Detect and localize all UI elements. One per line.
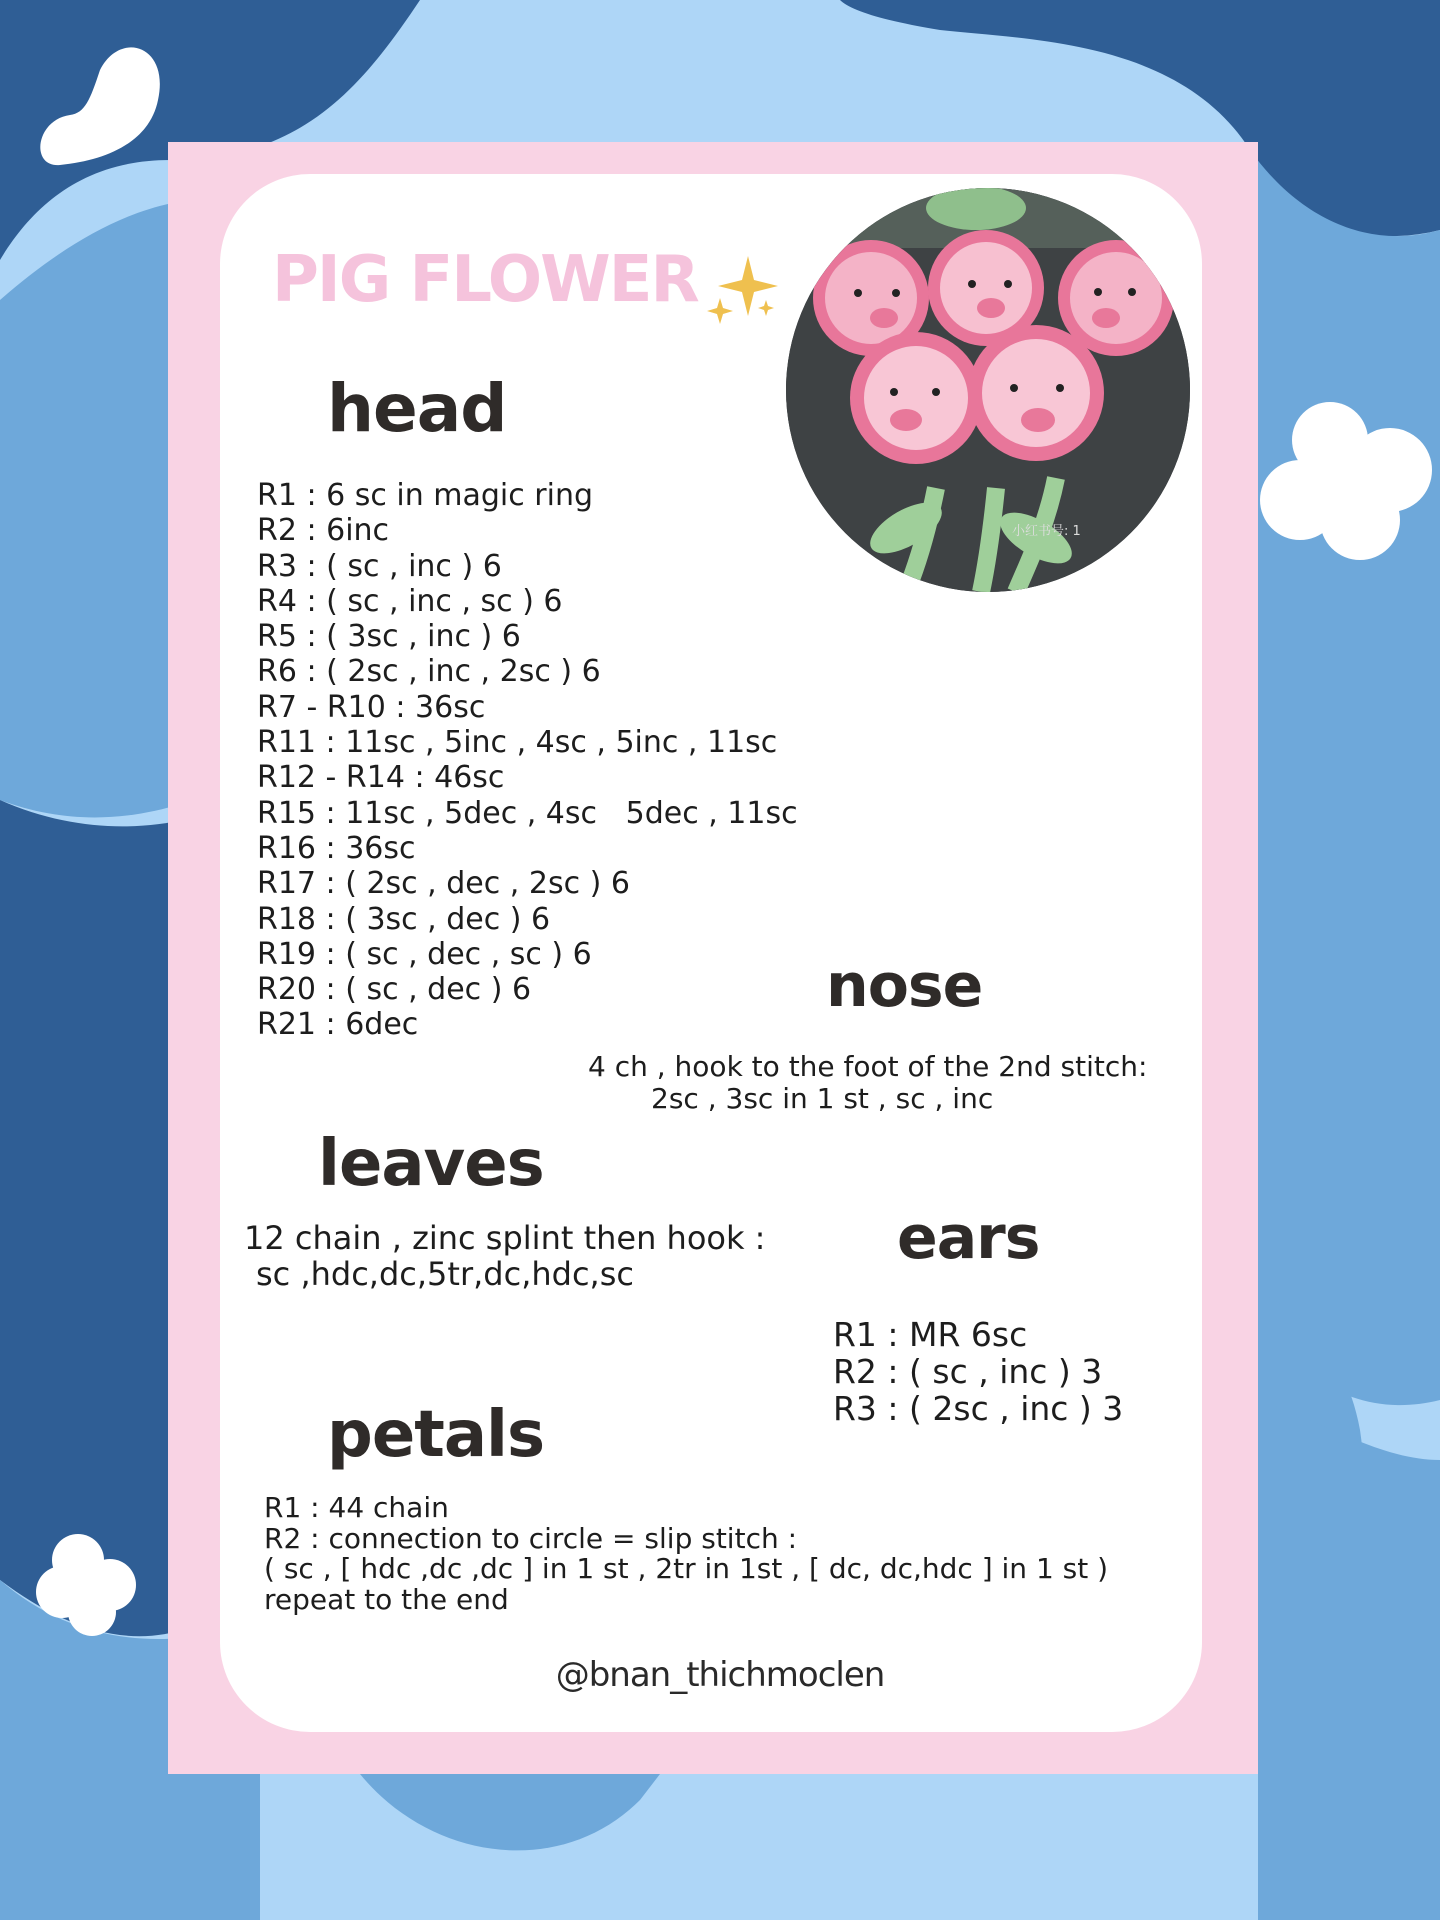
list-item: R11 : 11sc , 5inc , 4sc , 5inc , 11sc [257,725,778,761]
list-item: R2 : connection to circle = slip stitch : [264,1521,798,1555]
heading-head: head [327,370,507,447]
list-item: R1 : 44 chain [264,1491,449,1524]
head-instructions [257,478,798,1043]
author-credit: @bnan_thichmoclen [555,1655,885,1695]
list-item: R3 : ( 2sc , inc ) 3 [833,1389,1124,1428]
petals-instructions [264,1493,1108,1615]
list-item: R15 : 11sc , 5dec , 4sc 5dec , 11sc [257,795,798,831]
ears-instructions [833,1316,1123,1427]
list-item: R4 : ( sc , inc , sc ) 6 [257,583,563,619]
list-item: R1 : 6 sc in magic ring [257,478,594,513]
nose-instructions [588,1051,1147,1115]
list-item: R7 - R10 : 36sc [257,689,486,725]
list-item: R18 : ( 3sc , dec ) 6 [257,901,551,937]
list-item: R2 : ( sc , inc ) 3 [833,1352,1103,1391]
list-item: R2 : 6inc [257,513,390,549]
list-item: ( sc , [ hdc ,dc ,dc ] in 1 st , 2tr in 1st , [ dc, dc,hdc ] in 1 st ) [264,1552,1109,1585]
photo-watermark: 小红书号: 1 [1012,524,1081,539]
sparkles-icon [704,250,784,330]
list-item: R6 : ( 2sc , inc , 2sc ) 6 [257,654,601,690]
page-title: PIG FLOWER [272,243,698,317]
list-item: repeat to the end [264,1582,509,1616]
list-item: 2sc , 3sc in 1 st , sc , inc [651,1082,994,1115]
list-item: R1 : MR 6sc [833,1315,1028,1354]
list-item: 4 ch , hook to the foot of the 2nd stitch: [588,1050,1148,1083]
leaves-instructions [244,1220,765,1292]
heading-ears: ears [897,1203,1040,1273]
heading-nose: nose [826,951,983,1021]
list-item: R16 : 36sc [257,830,416,866]
list-item: sc ,hdc,dc,5tr,dc,hdc,sc [256,1255,634,1293]
list-item: R3 : ( sc , inc ) 6 [257,548,502,584]
list-item: 12 chain , zinc splint then hook : [244,1219,766,1257]
list-item: R5 : ( 3sc , inc ) 6 [257,619,521,655]
list-item: R12 - R14 : 46sc [257,760,505,796]
heading-leaves: leaves [318,1127,544,1201]
heading-petals: petals [327,1398,545,1472]
list-item: R19 : ( sc , dec , sc ) 6 [257,936,592,972]
pig-flower-photo [786,188,1190,592]
list-item: R17 : ( 2sc , dec , 2sc ) 6 [257,866,630,902]
list-item: R20 : ( sc , dec ) 6 [257,972,532,1008]
list-item: R21 : 6dec [257,1007,419,1043]
